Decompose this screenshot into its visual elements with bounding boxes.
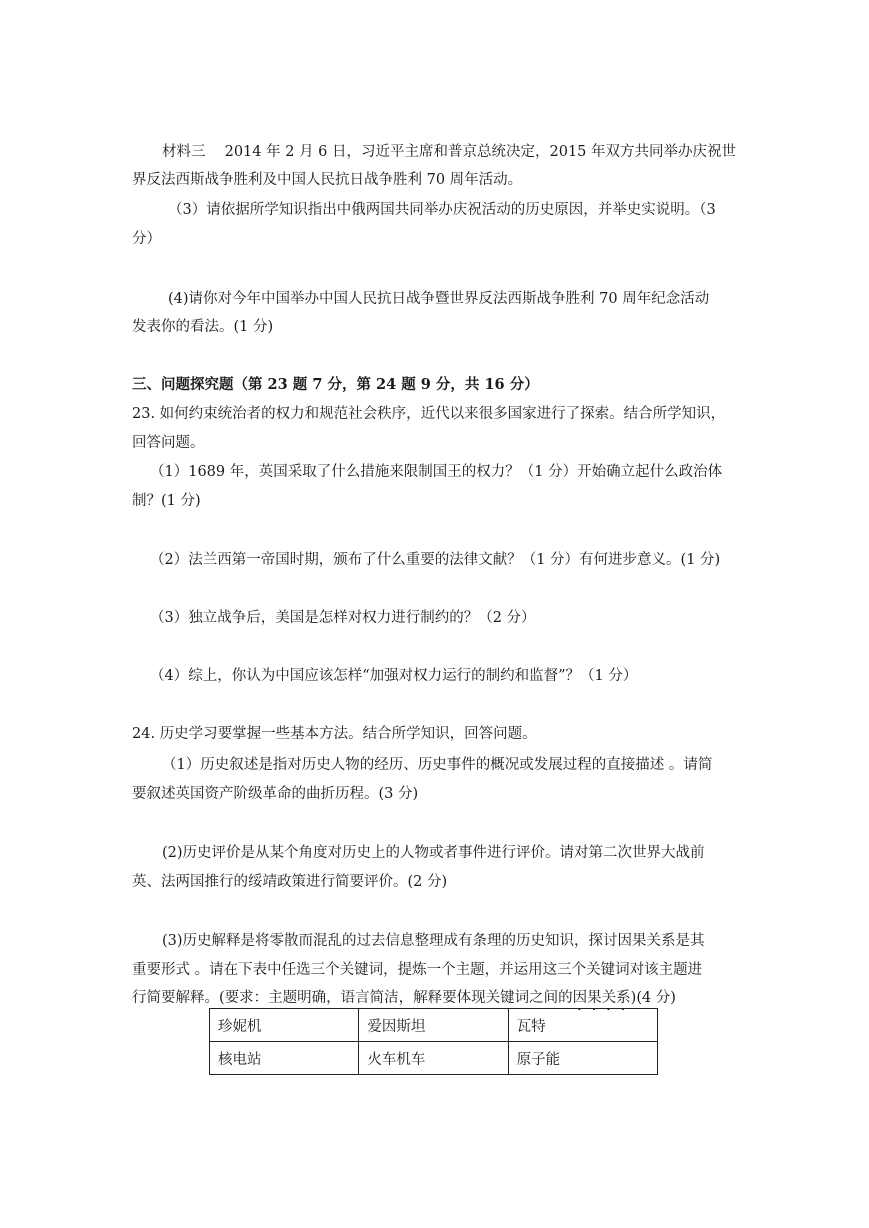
q23-stem-line2: 回答问题。: [132, 435, 205, 451]
emphasis-causal-relation: 因果关系: [572, 990, 631, 1006]
table-cell: 瓦特: [508, 1009, 657, 1042]
q22-3-line1: （3）请依据所学知识指出中俄两国共同举办庆祝活动的历史原因，并举史实说明。（3: [168, 202, 716, 218]
material3-line2: 界反法西斯战争胜利及中国人民抗日战争胜利 70 周年活动。: [132, 172, 523, 188]
q24-1-line1: （1）历史叙述是指对历史人物的经历、历史事件的概况或发展过程的直接描述 。请简: [162, 757, 713, 773]
table-cell: 原子能: [508, 1042, 657, 1075]
q23-2: （2）法兰西第一帝国时期，颁布了什么重要的法律文献？（1 分）有何进步意义。(1 分): [150, 552, 721, 568]
q23-3: （3）独立战争后，美国是怎样对权力进行制约的？（2 分）: [150, 610, 536, 626]
q24-3-line2: 重要形式 。请在下表中任选三个关键词，提炼一个主题，并运用这三个关键词对该主题进: [132, 962, 703, 978]
q24-1-line2: 要叙述英国资产阶级革命的曲折历程。(3 分): [132, 786, 419, 802]
table-row: [210, 1009, 658, 1042]
q23-1-line2: 制？(1 分): [132, 493, 201, 509]
keyword-table: [209, 1008, 658, 1075]
q24-3-line3-text: 行简要解释。(要求：主题明确，语言简洁，解释要体现关键词之间的: [132, 990, 573, 1006]
table-cell: 火车机车: [359, 1042, 508, 1075]
q24-2-line1: (2)历史评价是从某个角度对历史上的人物或者事件进行评价。请对第二次世界大战前: [162, 845, 705, 861]
q24-2-line2: 英、法两国推行的绥靖政策进行简要评价。(2 分): [132, 874, 448, 890]
q24-stem: 24. 历史学习要掌握一些基本方法。结合所学知识，回答问题。: [132, 726, 537, 742]
table-cell: 珍妮机: [210, 1009, 359, 1042]
table-row: [210, 1042, 658, 1075]
table-cell: 爱因斯坦: [359, 1009, 508, 1042]
q23-stem-line1: 23. 如何约束统治者的权力和规范社会秩序，近代以来很多国家进行了探索。结合所学知识，: [132, 406, 726, 422]
q24-3-line1: (3)历史解释是将零散而混乱的过去信息整理成有条理的历史知识，探讨因果关系是其: [162, 933, 705, 949]
q22-3-line2: 分）: [132, 231, 161, 247]
q22-4-line1: (4)请你对今年中国举办中国人民抗日战争暨世界反法西斯战争胜利 70 周年纪念活动: [168, 291, 710, 307]
q22-4-line2: 发表你的看法。(1 分): [132, 319, 274, 335]
material3-line1: 材料三 2014 年 2 月 6 日，习近平主席和普京总统决定，2015 年双方共同举办庆祝世: [162, 144, 737, 160]
table-cell: 核电站: [210, 1042, 359, 1075]
q23-4: （4）综上，你认为中国应该怎样“加强对权力运行的制约和监督”？（1 分）: [150, 668, 638, 684]
q23-1-line1: （1）1689 年，英国采取了什么措施来限制国王的权力？（1 分）开始确立起什么政治体: [150, 464, 723, 480]
q24-3-line3-score: )(4 分): [630, 990, 676, 1006]
section3-heading: 三、问题探究题（第 23 题 7 分，第 24 题 9 分，共 16 分）: [132, 376, 539, 393]
